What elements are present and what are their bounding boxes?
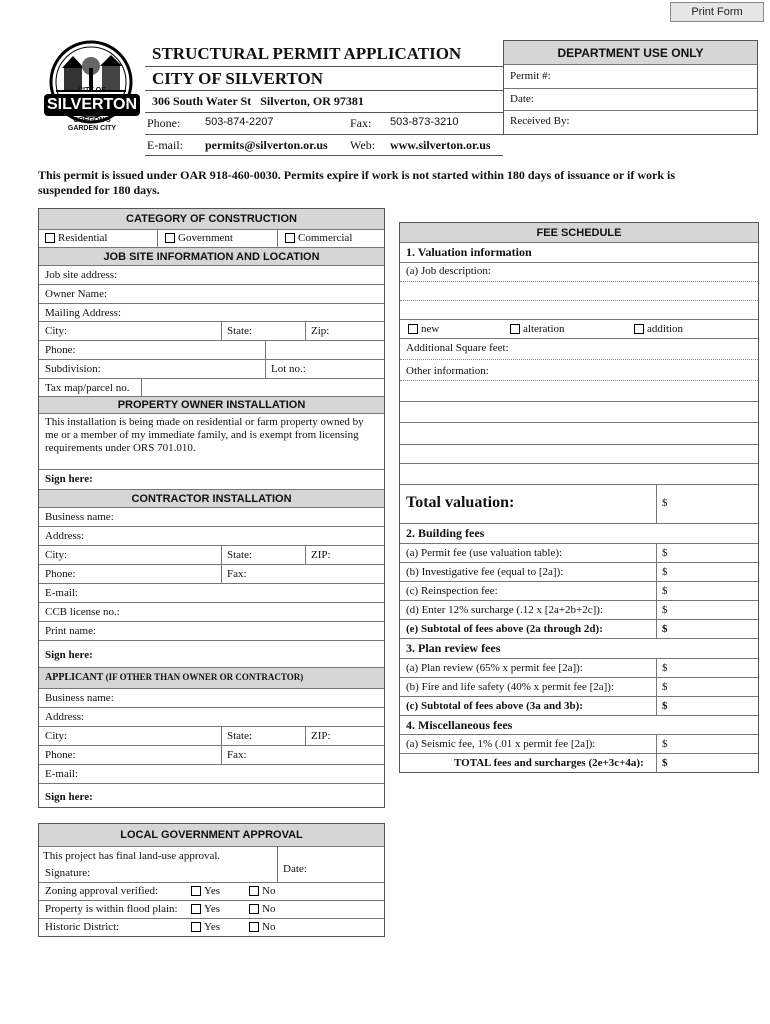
owner-sign-here[interactable]: Sign here: xyxy=(45,473,93,485)
logo-tagline xyxy=(58,117,126,133)
contractor-city-field[interactable]: City: xyxy=(45,549,68,561)
mailing-address-field[interactable]: Mailing Address: xyxy=(45,307,122,319)
logo-name-banner xyxy=(44,94,140,116)
applicant-phone-field[interactable]: Phone: xyxy=(45,749,76,761)
job-phone-field[interactable]: Phone: xyxy=(45,344,76,356)
valuation-section-heading: 1. Valuation information xyxy=(406,245,532,259)
plan-review-subtotal-dollar[interactable]: $ xyxy=(662,700,668,712)
web-label: Web: xyxy=(350,138,376,152)
zoning-no[interactable] xyxy=(249,885,275,897)
category-commercial[interactable] xyxy=(285,232,352,244)
permit-number-field[interactable]: Permit #: xyxy=(510,70,551,82)
applicant-business-field[interactable]: Business name: xyxy=(45,692,114,704)
permit-fee-dollar[interactable]: $ xyxy=(662,547,668,559)
applicant-heading-label: APPLICANT xyxy=(45,672,104,683)
contractor-phone-field[interactable]: Phone: xyxy=(45,568,76,580)
historic-yes[interactable] xyxy=(191,921,220,933)
misc-fees-heading: 4. Miscellaneous fees xyxy=(406,718,513,732)
fax-label: Fax: xyxy=(350,116,372,130)
new-checkbox[interactable] xyxy=(408,324,418,334)
zoning-label: Zoning approval verified: xyxy=(45,885,159,897)
other-information-line-5[interactable] xyxy=(400,445,758,464)
historic-no-label: No xyxy=(262,921,276,933)
type-addition[interactable] xyxy=(634,323,683,335)
permit-notice: This permit is issued under OAR 918-460-0030. Permits expire if work is not started within 180 days of issuance or if work is suspended for 180 days. xyxy=(38,168,676,197)
contractor-state-field[interactable]: State: xyxy=(227,549,253,561)
job-zip-field[interactable]: Zip: xyxy=(311,325,330,337)
phone-label: Phone: xyxy=(147,116,181,130)
other-information-line-6[interactable] xyxy=(400,464,758,485)
local-government-heading: LOCAL GOVERNMENT APPROVAL xyxy=(39,824,384,847)
type-alteration[interactable] xyxy=(510,323,565,335)
applicant-fax-field[interactable]: Fax: xyxy=(227,749,247,761)
other-information-field[interactable]: Other information: xyxy=(406,365,489,377)
plan-review-heading: 3. Plan review fees xyxy=(406,641,501,655)
additional-square-feet-field[interactable]: Additional Square feet: xyxy=(406,342,509,354)
contractor-fax-field[interactable]: Fax: xyxy=(227,568,247,580)
other-information-line-3[interactable] xyxy=(400,402,758,423)
plan-review-fee-dollar[interactable]: $ xyxy=(662,662,668,674)
department-heading: DEPARTMENT USE ONLY xyxy=(504,41,757,65)
application-left-box xyxy=(38,208,385,808)
historic-yes-label: Yes xyxy=(204,921,221,933)
applicant-heading-note: (IF OTHER THAN OWNER OR CONTRACTOR) xyxy=(105,672,304,682)
job-site-address-field[interactable]: Job site address: xyxy=(45,269,118,281)
owner-installation-text: This installation is being made on residential or farm property owned by me or a member of my immediate family, and is exempt from licensing requirements under ORS 701.010. xyxy=(45,416,364,454)
commercial-checkbox[interactable] xyxy=(285,233,295,243)
job-description-field[interactable]: (a) Job description: xyxy=(406,265,491,277)
contractor-heading: CONTRACTOR INSTALLATION xyxy=(39,490,384,508)
lot-number-field[interactable]: Lot no.: xyxy=(271,363,306,375)
applicant-address-field[interactable]: Address: xyxy=(45,711,85,723)
flood-yes-checkbox[interactable] xyxy=(191,904,201,914)
logo-tagline-2: GARDEN CITY xyxy=(67,125,117,132)
investigative-fee-dollar[interactable]: $ xyxy=(662,566,668,578)
zoning-no-label: No xyxy=(262,885,276,897)
zoning-yes[interactable] xyxy=(191,885,220,897)
date-field[interactable]: Date: xyxy=(510,93,534,105)
city-address: 306 South Water St Silverton, OR 97381 xyxy=(152,94,364,108)
historic-yes-checkbox[interactable] xyxy=(191,922,201,932)
alteration-checkbox[interactable] xyxy=(510,324,520,334)
surcharge-label: (d) Enter 12% surcharge (.12 x [2a+2b+2c]): xyxy=(406,604,603,616)
applicant-heading xyxy=(45,672,303,683)
building-subtotal-dollar[interactable]: $ xyxy=(662,623,668,635)
contractor-email-field[interactable]: E-mail: xyxy=(45,587,78,599)
total-valuation-dollar[interactable]: $ xyxy=(662,497,668,509)
fire-life-safety-label: (b) Fire and life safety (40% x permit fee [2a]): xyxy=(406,681,614,693)
received-by-field[interactable]: Received By: xyxy=(510,115,570,127)
category-heading: CATEGORY OF CONSTRUCTION xyxy=(39,209,384,230)
email-value[interactable]: permits@silverton.or.us xyxy=(205,138,328,152)
local-government-box xyxy=(38,823,385,937)
job-state-field[interactable]: State: xyxy=(227,325,253,337)
plan-review-fee-label: (a) Plan review (65% x permit fee [2a]): xyxy=(406,662,583,674)
zoning-yes-checkbox[interactable] xyxy=(191,886,201,896)
commercial-label: Commercial xyxy=(298,232,353,244)
contractor-address-field[interactable]: Address: xyxy=(45,530,85,542)
historic-district-label: Historic District: xyxy=(45,921,120,933)
surcharge-dollar[interactable]: $ xyxy=(662,604,668,616)
ccb-license-field[interactable]: CCB license no.: xyxy=(45,606,120,618)
logo-tagline-1: OREGON'S xyxy=(73,117,111,124)
applicant-sign-here[interactable]: Sign here: xyxy=(45,791,93,803)
government-checkbox[interactable] xyxy=(165,233,175,243)
plan-review-subtotal-label: (c) Subtotal of fees above (3a and 3b): xyxy=(406,700,583,712)
total-fees-label: TOTAL fees and surcharges (2e+3c+4a): xyxy=(454,757,644,769)
zoning-no-checkbox[interactable] xyxy=(249,886,259,896)
page-title: STRUCTURAL PERMIT APPLICATION xyxy=(152,44,462,63)
new-label: new xyxy=(421,323,440,335)
government-label: Government xyxy=(178,232,233,244)
contractor-business-field[interactable]: Business name: xyxy=(45,511,114,523)
contractor-zip-field[interactable]: ZIP: xyxy=(311,549,331,561)
seismic-fee-label: (a) Seismic fee, 1% (.01 x permit fee [2a]): xyxy=(406,738,596,750)
department-use-box xyxy=(503,40,758,135)
total-fees-dollar[interactable]: $ xyxy=(662,757,668,769)
flood-no[interactable] xyxy=(249,903,275,915)
contractor-print-name-field[interactable]: Print name: xyxy=(45,625,97,637)
flood-yes-label: Yes xyxy=(204,903,221,915)
job-description-line-2[interactable] xyxy=(400,282,758,301)
job-city-field[interactable]: City: xyxy=(45,325,68,337)
web-value[interactable]: www.silverton.or.us xyxy=(390,138,491,152)
fee-schedule-box xyxy=(399,222,759,773)
alteration-label: alteration xyxy=(523,323,565,335)
job-description-line-3[interactable] xyxy=(400,301,758,320)
signature-field[interactable]: Signature: xyxy=(45,867,91,879)
historic-no-checkbox[interactable] xyxy=(249,922,259,932)
land-use-approval-text: This project has final land-use approval. xyxy=(43,850,221,862)
reinspection-fee-dollar[interactable]: $ xyxy=(662,585,668,597)
email-label: E-mail: xyxy=(147,138,183,152)
applicant-city-field[interactable]: City: xyxy=(45,730,68,742)
building-subtotal-label: (e) Subtotal of fees above (2a through 2d): xyxy=(406,623,603,635)
residential-label: Residential xyxy=(58,232,108,244)
flood-plain-label: Property is within flood plain: xyxy=(45,903,178,915)
investigative-fee-label: (b) Investigative fee (equal to [2a]): xyxy=(406,566,564,578)
owner-installation-heading: PROPERTY OWNER INSTALLATION xyxy=(39,397,384,414)
addition-checkbox[interactable] xyxy=(634,324,644,334)
logo-name: SILVERTON xyxy=(46,96,138,113)
residential-checkbox[interactable] xyxy=(45,233,55,243)
applicant-state-field[interactable]: State: xyxy=(227,730,253,742)
tax-map-field[interactable]: Tax map/parcel no. xyxy=(45,382,130,394)
seismic-fee-dollar[interactable]: $ xyxy=(662,738,668,750)
owner-name-field[interactable]: Owner Name: xyxy=(45,288,108,300)
applicant-zip-field[interactable]: ZIP: xyxy=(311,730,331,742)
city-name: CITY OF SILVERTON xyxy=(152,69,324,88)
contractor-sign-here[interactable]: Sign here: xyxy=(45,649,93,661)
category-government[interactable] xyxy=(165,232,233,244)
applicant-email-field[interactable]: E-mail: xyxy=(45,768,78,780)
total-valuation-label: Total valuation: xyxy=(406,494,515,511)
addition-label: addition xyxy=(647,323,684,335)
flood-yes[interactable] xyxy=(191,903,220,915)
phone-value: 503-874-2207 xyxy=(205,116,274,128)
fee-schedule-heading: FEE SCHEDULE xyxy=(400,223,758,243)
permit-fee-label: (a) Permit fee (use valuation table): xyxy=(406,547,563,559)
type-new[interactable] xyxy=(408,323,439,335)
other-information-line-4[interactable] xyxy=(400,423,758,445)
flood-no-checkbox[interactable] xyxy=(249,904,259,914)
category-residential[interactable] xyxy=(45,232,108,244)
building-fees-heading: 2. Building fees xyxy=(406,526,485,540)
zoning-yes-label: Yes xyxy=(204,885,221,897)
approval-date-field[interactable]: Date: xyxy=(283,863,307,875)
logo-city-of: CITY OF xyxy=(78,87,106,94)
other-information-line-2[interactable] xyxy=(400,381,758,402)
fire-life-safety-dollar[interactable]: $ xyxy=(662,681,668,693)
print-form-button[interactable]: Print Form xyxy=(670,2,764,22)
reinspection-fee-label: (c) Reinspection fee: xyxy=(406,585,498,597)
flood-no-label: No xyxy=(262,903,276,915)
job-site-heading: JOB SITE INFORMATION AND LOCATION xyxy=(39,248,384,266)
fax-value: 503-873-3210 xyxy=(390,116,459,128)
historic-no[interactable] xyxy=(249,921,275,933)
subdivision-field[interactable]: Subdivision: xyxy=(45,363,101,375)
